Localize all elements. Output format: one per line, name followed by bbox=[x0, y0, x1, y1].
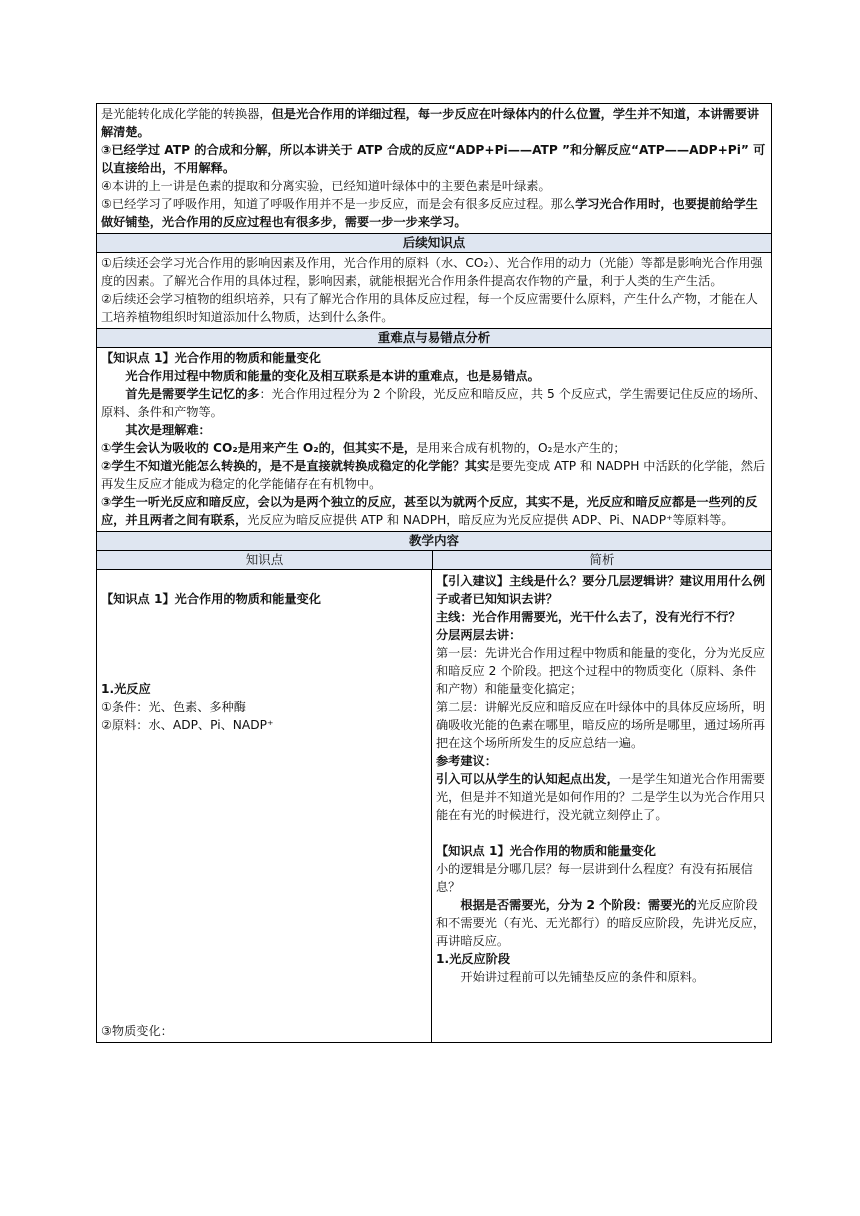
teaching-row bbox=[97, 569, 771, 1042]
analysis-item-3: ③学生一听光反应和暗反应，会以为是两个独立的反应，甚至以为就两个反应，其实不是，光反应和暗反应都是一些列的反应，并且两者之间有联系，光反应为暗反应提供 ATP 和 NADPH，暗反应为光反应提供 ADP、Pi、NADP⁺等原料等。 bbox=[101, 495, 758, 527]
reference-text: 引入可以从学生的认知起点出发，一是学生知道光合作用需要光，但是并不知道光是如何作用的？二是学生以为光合作用只能在有光的时候进行，没光就立刻停止了。 bbox=[436, 772, 766, 822]
light-reaction-heading: 1.光反应 bbox=[101, 682, 151, 696]
left-kp-title: 【知识点 1】光合作用的物质和能量变化 bbox=[101, 592, 321, 606]
light-reaction-materials: ②原料：水、ADP、Pi、NADP⁺ bbox=[101, 718, 274, 732]
followup-header: 后续知识点 bbox=[97, 233, 771, 252]
analysis-column bbox=[432, 570, 771, 1042]
prior-knowledge-cell bbox=[97, 104, 771, 233]
analysis-line-1: 光合作用过程中物质和能量的变化及相互联系是本讲的重难点，也是易错点。 bbox=[125, 369, 540, 383]
column-header-analysis: 简析 bbox=[589, 552, 615, 567]
followup-item-1: ①后续还会学习光合作用的影响因素及作用，光合作用的原料（水、CO₂）、光合作用的动力（光能）等都是影响光合作用强度的因素。了解光合作用的具体过程，影响因素，就能根据光合作用条件提高农作物的产量，利于人类的生产生活。 bbox=[101, 256, 763, 288]
prior-item-4: ④本讲的上一讲是色素的提取和分离实验，已经知道叶绿体中的主要色素是叶绿素。 bbox=[101, 179, 551, 193]
prior-item-2: 是光能转化成化学能的转换器，但是光合作用的详细过程，每一步反应在叶绿体内的什么位置，学生并不知道，本讲需要讲解清楚。 bbox=[101, 107, 760, 139]
reference-title: 参考建议： bbox=[436, 754, 497, 768]
mainline: 主线：光合作用需要光，光干什么去了，没有光行不行？ bbox=[436, 610, 741, 624]
right-kp-title: 【知识点 1】光合作用的物质和能量变化 bbox=[436, 844, 656, 858]
prior-item-5: ⑤已经学习了呼吸作用，知道了呼吸作用并不是一步反应，而是会有很多反应过程。那么学习光合作用时，也要提前给学生做好铺垫，光合作用的反应过程也有很多步，需要一步一步来学习。 bbox=[101, 197, 758, 229]
analysis-header: 重难点与易错点分析 bbox=[97, 328, 771, 347]
analysis-line-3: 其次是理解难： bbox=[125, 423, 211, 437]
analysis-line-2: 首先是需要学生记忆的多：光合作用过程分为 2 个阶段，光反应和暗反应，共 5 个反应式，学生需要记住反应的场所、原料、条件和产物等。 bbox=[101, 387, 766, 419]
light-reaction-conditions: ①条件：光、色素、多种酶 bbox=[101, 700, 246, 714]
analysis-item-1: ①学生会认为吸收的 CO₂是用来产生 O₂的，但其实不是，是用来合成有机物的，O₂是水产生的； bbox=[101, 441, 626, 455]
analysis-cell bbox=[97, 347, 771, 531]
teaching-column-headers bbox=[97, 550, 771, 569]
followup-cell bbox=[97, 252, 771, 328]
layer-1: 第一层：先讲光合作用过程中物质和能量的变化，分为光反应和暗反应 2 个阶段。把这个过程中的物质变化（原料、条件和产物）和能量变化搞定； bbox=[436, 646, 766, 696]
stage-1-heading: 1.光反应阶段 bbox=[436, 952, 511, 966]
layer-2: 第二层：讲解光反应和暗反应在叶绿体中的具体反应场所，明确吸收光能的色素在哪里，暗反应的场所是哪里，通过场所再把在这个场所所发生的反应总结一遍。 bbox=[436, 700, 766, 750]
stage-1-note: 开始讲过程前可以先铺垫反应的条件和原料。 bbox=[460, 970, 705, 984]
logic-question: 小的逻辑是分哪几层？每一层讲到什么程度？有没有拓展信息？ bbox=[436, 862, 753, 894]
prior-item-3: ③已经学过 ATP 的合成和分解，所以本讲关于 ATP 合成的反应“ADP+Pi——ATP ”和分解反应“ATP——ADP+Pi” 可以直接给出，不用解释。 bbox=[101, 143, 766, 175]
matter-change-label: ③物质变化： bbox=[101, 1024, 173, 1038]
stage-split: 根据是否需要光，分为 2 个阶段：需要光的光反应阶段和不需要光（有光、无光都行）的暗反应阶段，先讲光反应，再讲暗反应。 bbox=[436, 898, 766, 948]
column-header-knowledge: 知识点 bbox=[97, 551, 433, 569]
teaching-header: 教学内容 bbox=[97, 531, 771, 550]
knowledge-column bbox=[97, 570, 432, 1042]
followup-item-2: ②后续还会学习植物的组织培养，只有了解光合作用的具体反应过程，每一个反应需要什么原料，产生什么产物，才能在人工培养植物组织时知道添加什么物质，达到什么条件。 bbox=[101, 292, 758, 324]
layers-title: 分层两层去讲： bbox=[436, 628, 522, 642]
analysis-item-2: ②学生不知道光能怎么转换的，是不是直接就转换成稳定的化学能？其实是要先变成 ATP 和 NADPH 中活跃的化学能，然后再发生反应才能成为稳定的化学能储存在有机物中。 bbox=[101, 459, 766, 491]
analysis-kp-title: 【知识点 1】光合作用的物质和能量变化 bbox=[101, 351, 321, 365]
intro-suggestion: 【引入建议】主线是什么？要分几层逻辑讲？建议用用什么例子或者已知知识去讲？ bbox=[436, 574, 766, 606]
lesson-table bbox=[96, 103, 772, 1043]
